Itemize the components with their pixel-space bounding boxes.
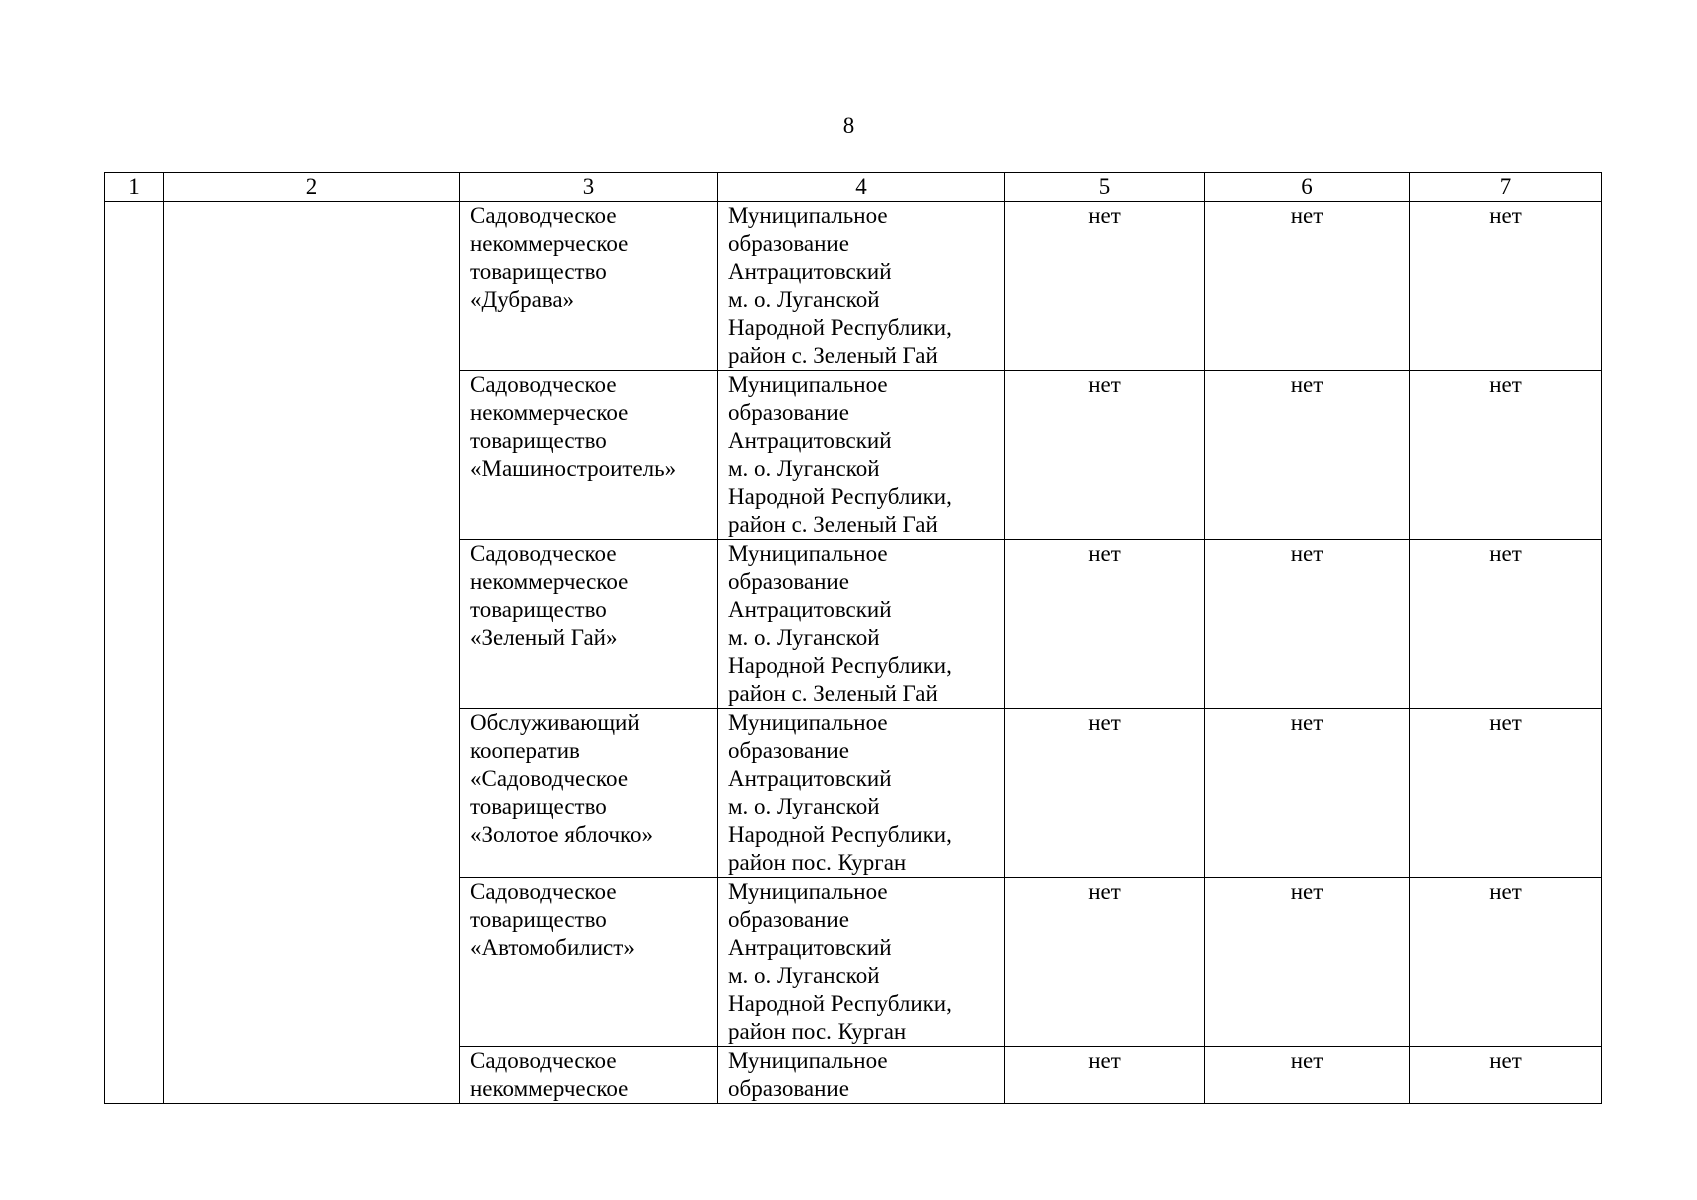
data-table [104,172,1602,1104]
col-6-cell: нет [1205,540,1410,709]
location-cell: Муниципальное образование Антрацитовский м. о. Луганской Народной Республики, район пос. Курган [718,878,1005,1047]
location-cell: Муниципальное образование Антрацитовский м. о. Луганской Народной Республики, район с. Зеленый Гай [718,371,1005,540]
col-6-cell: нет [1205,371,1410,540]
org-name-cell: Садоводческое товарищество «Автомобилист» [460,878,718,1047]
col-6-cell: нет [1205,709,1410,878]
col-7-cell: нет [1410,540,1602,709]
merged-cell-col-2 [164,202,460,1104]
col-7-cell: нет [1410,202,1602,371]
org-name-cell: Садоводческое некоммерческое товарищество «Дубрава» [460,202,718,371]
page-number: 8 [842,113,855,138]
col-6-cell: нет [1205,202,1410,371]
col-5-cell: нет [1005,878,1205,1047]
header-col-4: 4 [718,173,1005,202]
location-cell: Муниципальное образование Антрацитовский м. о. Луганской Народной Республики, район с. Зеленый Гай [718,540,1005,709]
col-7-cell: нет [1410,371,1602,540]
header-col-2: 2 [164,173,460,202]
table-row [105,202,1602,371]
org-name-cell: Садоводческое некоммерческое [460,1047,718,1104]
location-cell: Муниципальное образование Антрацитовский м. о. Луганской Народной Республики, район с. Зеленый Гай [718,202,1005,371]
col-5-cell: нет [1005,202,1205,371]
col-7-cell: нет [1410,709,1602,878]
col-5-cell: нет [1005,540,1205,709]
col-5-cell: нет [1005,709,1205,878]
header-row [105,173,1602,202]
org-name-cell: Обслуживающий кооператив «Садоводческое товарищество «Золотое яблочко» [460,709,718,878]
header-col-1: 1 [105,173,164,202]
location-cell: Муниципальное образование Антрацитовский м. о. Луганской Народной Республики, район пос. Курган [718,709,1005,878]
col-7-cell: нет [1410,1047,1602,1104]
header-col-3: 3 [460,173,718,202]
location-cell: Муниципальное образование [718,1047,1005,1104]
header-col-7: 7 [1410,173,1602,202]
col-5-cell: нет [1005,1047,1205,1104]
col-6-cell: нет [1205,1047,1410,1104]
merged-cell-col-1 [105,202,164,1104]
col-6-cell: нет [1205,878,1410,1047]
header-col-5: 5 [1005,173,1205,202]
org-name-cell: Садоводческое некоммерческое товарищество «Машиностроитель» [460,371,718,540]
header-col-6: 6 [1205,173,1410,202]
col-5-cell: нет [1005,371,1205,540]
org-name-cell: Садоводческое некоммерческое товарищество «Зеленый Гай» [460,540,718,709]
col-7-cell: нет [1410,878,1602,1047]
